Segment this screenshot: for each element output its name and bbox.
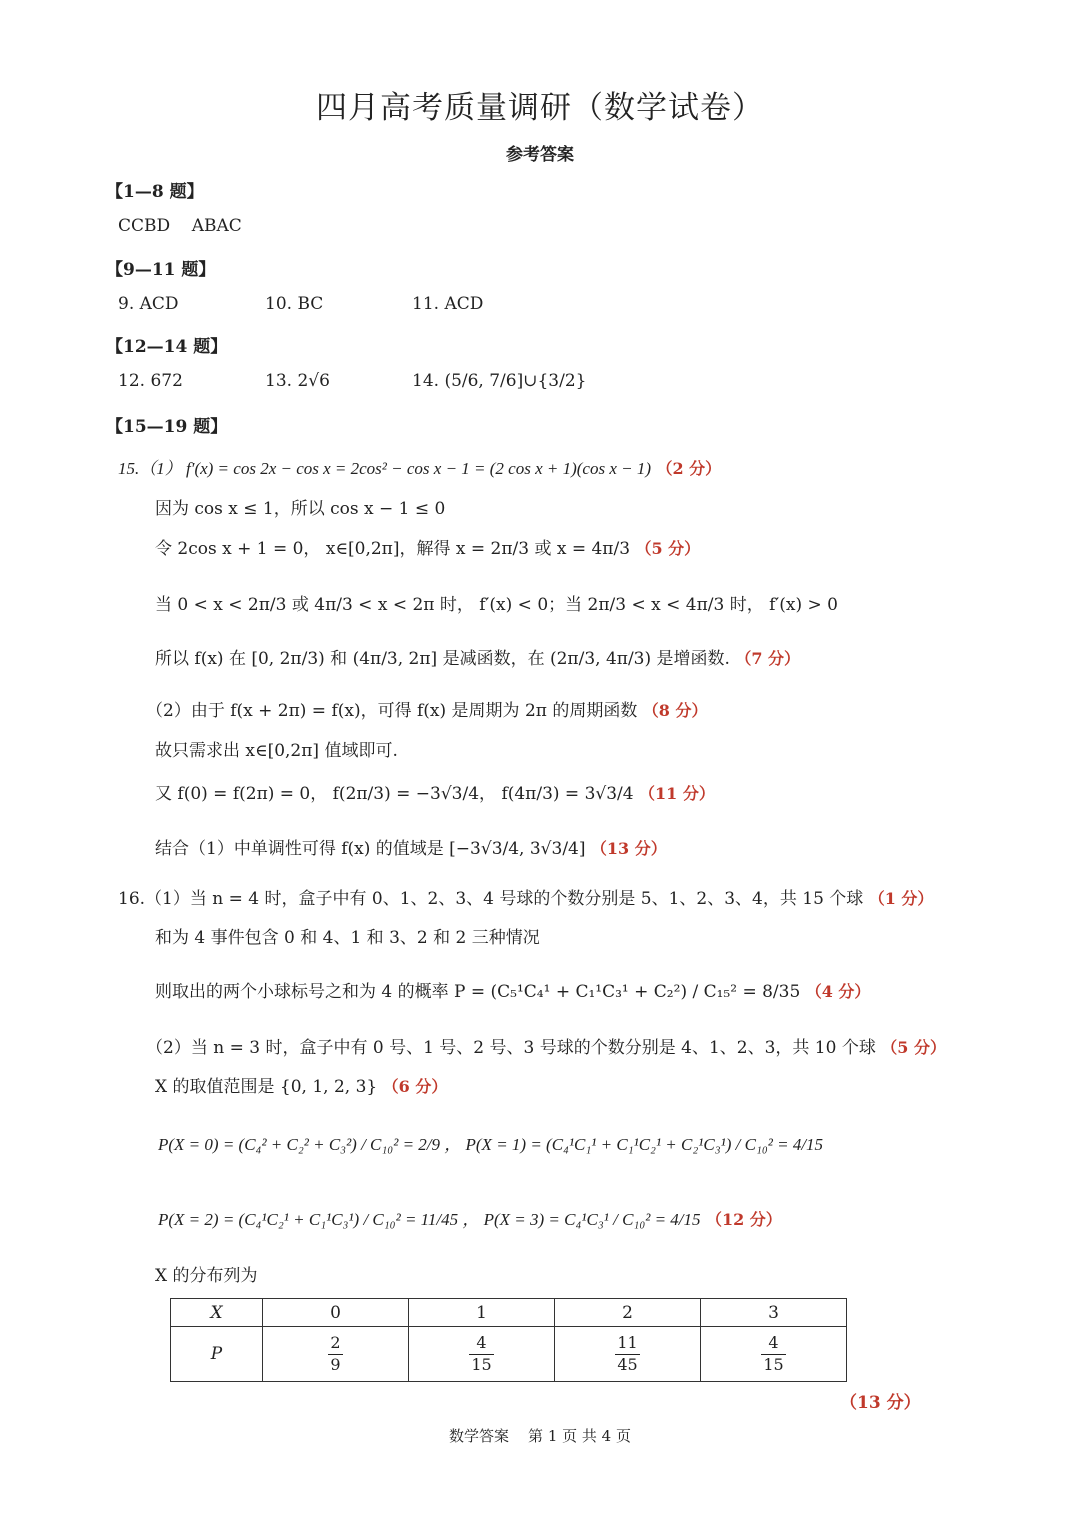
q16-part2-text: （2）当 n = 3 时，盒子中有 0 号、1 号、2 号、3 号球的个数分别是 4、1、2、3，共 10 个球 xyxy=(146,1038,876,1058)
q16-part2-intro xyxy=(146,1033,946,1058)
score-mark: （2 分） xyxy=(656,459,722,478)
table-cell-p xyxy=(263,1327,409,1382)
q15-line-values xyxy=(155,779,715,804)
table-cell-p xyxy=(701,1327,847,1382)
section-heading-1-8: 【1—8 题】 xyxy=(106,182,204,202)
q15-monotonic-text: 所以 f(x) 在 [0, 2π/3) 和 (4π/3, 2π] 是减函数，在 (2π/3, 4π/3) 是增函数. xyxy=(155,649,730,669)
q15-line-domain: 故只需求出 x∈[0,2π] 值域即可. xyxy=(155,741,398,761)
q16-intro-text: 16.（1）当 n = 4 时，盒子中有 0、1、2、3、4 号球的个数分别是 5、1、2、3、4，共 15 个球 xyxy=(118,889,864,909)
score-mark: （12 分） xyxy=(705,1210,782,1229)
q16-probability-text: 则取出的两个小球标号之和为 4 的概率 P = (C₅¹C₄¹ + C₁¹C₃¹ + C₂²) / C₁₅² = 8/35 xyxy=(155,982,801,1002)
table-header-x: X xyxy=(171,1299,263,1327)
q16-line-cases: 和为 4 事件包含 0 和 4、1 和 3、2 和 2 三种情况 xyxy=(155,928,540,948)
score-mark: （5 分） xyxy=(881,1038,946,1057)
q15-solve-text: 令 2cos x + 1 = 0， x∈[0,2π]，解得 x = 2π/3 或 x = 4π/3 xyxy=(155,539,631,559)
q15-part1-derivative xyxy=(118,454,721,479)
section-heading-15-19: 【15—19 题】 xyxy=(106,417,228,437)
table-cell-p xyxy=(555,1327,701,1382)
fraction-numerator: 11 xyxy=(617,1333,638,1353)
q15-part2-period xyxy=(146,696,707,721)
page-footer: 数学答案 第 1 页 共 4 页 xyxy=(448,1427,631,1445)
q16-p2-p3-text: P(X = 2) = (C₄¹C₂¹ + C₁¹C₃¹) / C₁₀² = 11/45 ， P(X = 3) = C₄¹C₃¹ / C₁₀² = 4/15 xyxy=(158,1210,701,1229)
fraction-denominator: 9 xyxy=(330,1354,341,1374)
q15-values-text: 又 f(0) = f(2π) = 0， f(2π/3) = −3√3/4， f(4π/3) = 3√3/4 xyxy=(155,784,634,804)
q15-line-range xyxy=(155,834,667,859)
score-mark: （1 分） xyxy=(868,889,934,908)
final-score-mark: （13 分） xyxy=(840,1393,921,1413)
table-row-x xyxy=(171,1299,847,1327)
answer-10: 10. BC xyxy=(265,294,324,314)
answer-13: 13. 2√6 xyxy=(265,371,330,391)
score-mark: （13 分） xyxy=(590,839,667,858)
score-mark: （11 分） xyxy=(639,784,715,803)
q15-range-text: 结合（1）中单调性可得 f(x) 的值域是 [−3√3/4, 3√3/4] xyxy=(155,839,586,859)
table-row-p xyxy=(171,1327,847,1382)
document-subtitle: 参考答案 xyxy=(506,145,574,165)
section-heading-12-14: 【12—14 题】 xyxy=(106,337,228,357)
table-cell-x: 3 xyxy=(701,1299,847,1327)
document-title: 四月高考质量调研（数学试卷） xyxy=(316,90,764,126)
q15-line-sign: 当 0 < x < 2π/3 或 4π/3 < x < 2π 时， f′(x) < 0；当 2π/3 < x < 4π/3 时， f′(x) > 0 xyxy=(155,595,838,615)
q16-line-probability xyxy=(155,977,870,1002)
table-cell-x: 1 xyxy=(409,1299,555,1327)
distribution-table xyxy=(170,1298,847,1382)
q15-line-monotonic xyxy=(155,644,800,669)
q15-line-cos-bound: 因为 cos x ≤ 1，所以 cos x − 1 ≤ 0 xyxy=(155,499,446,519)
fraction-denominator: 15 xyxy=(471,1354,492,1374)
fraction-denominator: 15 xyxy=(763,1354,784,1374)
section-heading-9-11: 【9—11 题】 xyxy=(106,260,216,280)
score-mark: （8 分） xyxy=(642,701,708,720)
q16-line-distribution-label: X 的分布列为 xyxy=(155,1266,258,1286)
q15-line-solve xyxy=(155,534,700,559)
score-mark: （7 分） xyxy=(735,649,801,668)
q16-line-p0-p1: P(X = 0) = (C₄² + C₂² + C₃²) / C₁₀² = 2/9 ， P(X = 1) = (C₄¹C₁¹ + C₁¹C₂¹ + C₂¹C₃¹) / C₁₀² = 4/15 xyxy=(158,1135,824,1154)
answer-9: 9. ACD xyxy=(118,294,179,314)
table-header-p: P xyxy=(171,1327,263,1382)
q16-line-p2-p3 xyxy=(158,1205,782,1230)
answer-12: 12. 672 xyxy=(118,371,183,391)
q15-period-text: （2）由于 f(x + 2π) = f(x)，可得 f(x) 是周期为 2π 的周期函数 xyxy=(146,701,638,721)
table-cell-x: 2 xyxy=(555,1299,701,1327)
table-cell-x: 0 xyxy=(263,1299,409,1327)
fraction-numerator: 4 xyxy=(768,1333,779,1353)
fraction-numerator: 4 xyxy=(476,1333,487,1353)
answer-14: 14. (5/6, 7/6]∪{3/2} xyxy=(412,371,587,391)
score-mark: （6 分） xyxy=(382,1077,448,1096)
q15-derivative-text: 15.（1） f′(x) = cos 2x − cos x = 2cos² − cos x − 1 = (2 cos x + 1)(cos x − 1) xyxy=(118,459,652,478)
score-mark: （4 分） xyxy=(805,982,871,1001)
q16-line-range xyxy=(155,1072,447,1097)
fraction-numerator: 2 xyxy=(330,1333,341,1353)
answer-11: 11. ACD xyxy=(412,294,484,314)
answers-1-8: CCBD ABAC xyxy=(118,216,242,236)
score-mark: （5 分） xyxy=(635,539,701,558)
q16-range-text: X 的取值范围是 {0, 1, 2, 3} xyxy=(155,1077,378,1097)
q16-part1-intro xyxy=(118,884,933,909)
table-cell-p xyxy=(409,1327,555,1382)
fraction-denominator: 45 xyxy=(617,1354,638,1374)
